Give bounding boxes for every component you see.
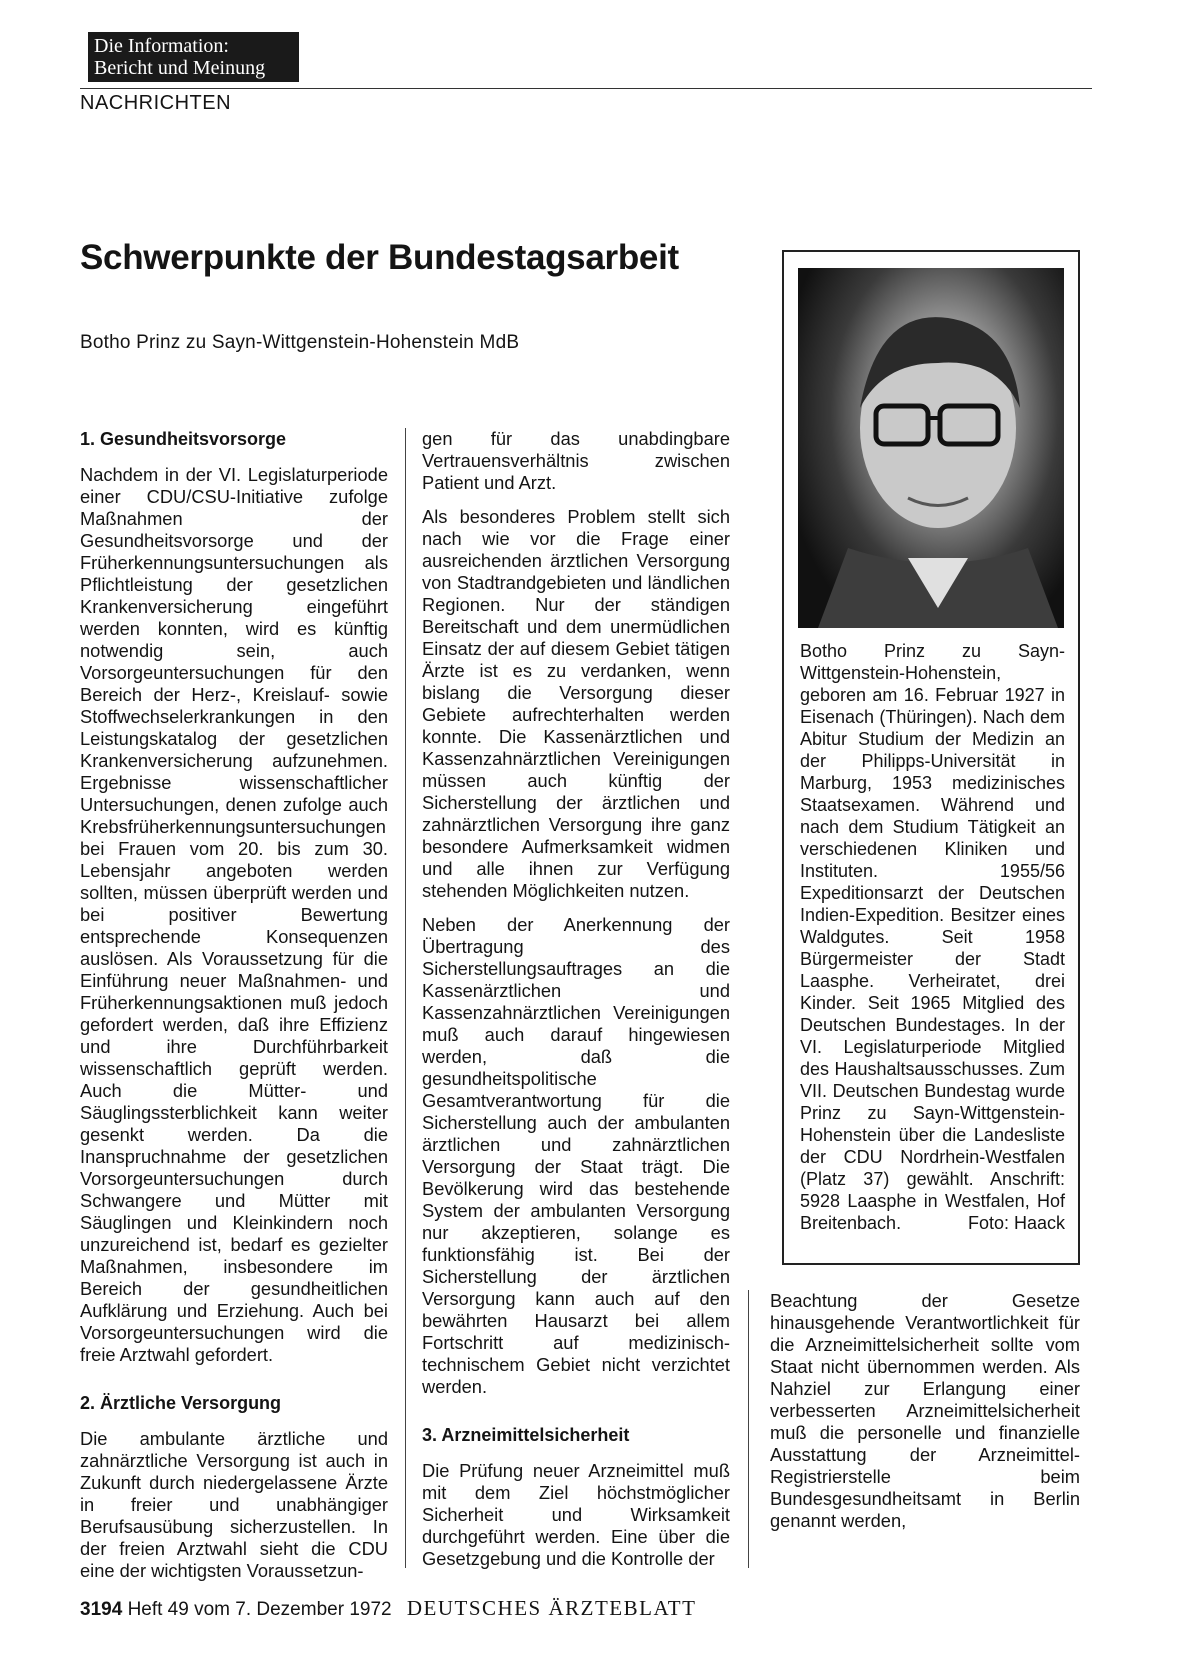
paragraph: Nachdem in der VI. Legislaturperiode einer CDU/CSU-Initiative zufolge Maßnahmen der Gesundheitsvorsorge und der Früherkennungsuntersuchungen als Pflichtleistung der gesetzlichen Krankenversicherung eingeführt werden konnten, wird es künftig notwendig sein, auch Vorsorgeuntersuchungen für den Bereich der Herz-, Kreislauf- sowie Stoffwechselerkrankungen in den Leistungskatalog der gesetzlichen Krankenversicherung aufzunehmen. Ergebnisse wissenschaftlicher Untersuchungen, denen zufolge auch Krebsfrüherkennungsuntersuchungen bei Frauen vom 20. bis zum 30. Lebensjahr angeboten werden sollten, müssen überprüft werden und bei positiver Bewertung entsprechende Konsequenzen auslösen. Als Voraussetzung für die Einführung neuer Maßnahmen- und Früherkennungsaktionen muß jedoch gefordert werden, daß ihre Effizienz und ihre Durchführbarkeit wissenschaftlich geprüft werden. Auch die Mütter- und Säuglingssterblichkeit kann weiter gesenkt werden. Da die Inanspruchnahme der gesetzlichen Vorsorgeuntersuchungen durch Schwangere und Mütter mit Säuglingen und Kleinkindern noch unzureichend ist, bedarf es gezielter Maßnahmen, insbesondere im Bereich der gesundheitlichen Aufklärung und Erziehung. Auch bei Vorsorgeuntersuchungen wird die freie Arztwahl gefordert. (80, 464, 388, 1365)
article-byline: Botho Prinz zu Sayn-Wittgenstein-Hohenstein MdB (80, 332, 520, 353)
page-number: 3194 (80, 1599, 123, 1620)
rubric-box (88, 32, 299, 82)
paragraph: Die Prüfung neuer Arzneimittel muß mit dem Ziel höchstmöglicher Sicherheit und Wirksamkeit durchgeführt werden. Eine über die Gesetzgebung und die Kontrolle der (422, 1460, 730, 1569)
header-rule (80, 88, 1092, 89)
photo-credit: Foto: Haack (967, 1213, 1065, 1233)
heading-aerztliche-versorgung: 2. Ärztliche Versorgung (80, 1393, 282, 1413)
page-footer (80, 1596, 696, 1621)
paragraph: Als besonderes Problem stellt sich nach wie vor die Frage einer ausreichenden ärztlichen Versorgung von Stadtrandgebieten und ländlichen Regionen. Nur der ständigen Bereitschaft und dem unermüdlichen Einsatz der auf diesem Gebiet tätigen Ärzte ist es zu verdanken, wenn bislang die Versorgung dieser Gebiete aufrechterhalten werden konnte. Die Kassenärztlichen und Kassenzahnärztlichen Vereinigungen müssen auch künftig der Sicherstellung der ärztlichen und zahnärztlichen Versorgung ihre ganz besondere Aufmerksamkeit widmen und alle ihnen zur Verfügung stehenden Möglichkeiten nutzen. (422, 506, 730, 901)
caption-text: Botho Prinz zu Sayn-Wittgenstein-Hohenstein, geboren am 16. Februar 1927 in Eisenach (Thüringen). Nach dem Abitur Studium der Medizin an der Philipps-Universität in Marburg, 1953 medizinisches Staatsexamen. Während und nach dem Studium Tätigkeit an verschiedenen Kliniken und Instituten. 1955/56 Expeditionsarzt der Deutschen Indien-Expedition. Besitzer eines Waldgutes. Seit 1958 Bürgermeister der Stadt Laasphe. Verheiratet, drei Kinder. Seit 1965 Mitglied des Deutschen Bundestages. In der VI. Legislaturperiode Mitglied des Haushaltsausschusses. Zum VII. Deutschen Bundestag wurde Prinz zu Sayn-Wittgenstein-Hohenstein über die Landesliste der CDU Nordrhein-Westfalen (Platz 37) gewählt. Anschrift: 5928 Laasphe in Westfalen, Hof Breitenbach. (800, 641, 1065, 1233)
article-title: Schwerpunkte der Bundestagsarbeit (80, 238, 679, 277)
author-portrait-photo (798, 268, 1064, 628)
paragraph: Die ambulante ärztliche und zahnärztliche Versorgung ist auch in Zukunft durch niedergelassene Ärzte in freier und unabhängiger Berufsausübung sicherzustellen. In der freien Arztwahl sieht die CDU eine der wichtigsten Voraussetzun- (80, 1428, 388, 1581)
column-divider (405, 428, 406, 1568)
column-2 (422, 428, 730, 1582)
column-divider (748, 1290, 749, 1568)
paragraph: Beachtung der Gesetze hinausgehende Verantwortlichkeit für die Arzneimittelsicherheit sollte vom Staat nicht übernommen werden. Als Nahziel zur Erlangung einer verbesserten Arzneimittelsicherheit muß die personelle und finanzielle Ausstattung der Arzneimittel-Registrierstelle beim Bundesgesundheitsamt in Berlin genannt werden, (770, 1290, 1080, 1531)
section-label: NACHRICHTEN (80, 92, 232, 114)
paragraph: gen für das unabdingbare Vertrauensverhältnis zwischen Patient und Arzt. (422, 428, 730, 493)
rubric-line-1: Die Information: (94, 35, 229, 57)
heading-gesundheitsvorsorge: 1. Gesundheitsvorsorge (80, 429, 287, 449)
column-3 (770, 1290, 1080, 1544)
issue-info: Heft 49 vom 7. Dezember 1972 (127, 1599, 392, 1620)
magazine-name: DEUTSCHES ÄRZTEBLATT (406, 1596, 697, 1620)
portrait-icon (798, 268, 1064, 628)
author-caption (800, 640, 1065, 1234)
column-1 (80, 428, 388, 1594)
paragraph: Neben der Anerkennung der Übertragung des Sicherstellungsauftrages an die Kassenärztlichen und Kassenzahnärztlichen Vereinigungen muß auch darauf hingewiesen werden, daß die gesundheitspolitische Gesamtverantwortung für die Sicherstellung auch der ambulanten ärztlichen und zahnärztlichen Versorgung der Staat trägt. Die Bevölkerung wird das bestehende System der ambulanten Versorgung nur akzeptieren, solange es funktionsfähig ist. Bei der Sicherstellung der ärztlichen Versorgung kann auch auf den bewährten Hausarzt bei allem Fortschritt auf medizinisch-technischem Gebiet nicht verzichtet werden. (422, 914, 730, 1397)
heading-arzneimittelsicherheit: 3. Arzneimittelsicherheit (422, 1425, 630, 1445)
rubric-line-2: Bericht und Meinung (94, 57, 266, 79)
